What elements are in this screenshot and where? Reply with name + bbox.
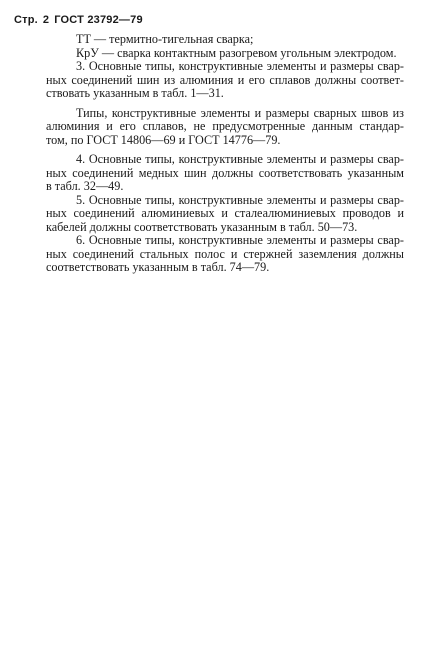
paragraph-kru — [16, 47, 404, 61]
document-body — [16, 33, 404, 275]
text-line: ных соединений алюминиевых и сталеалюминиевых проводов и — [46, 206, 404, 220]
text-line: Типы, конструктивные элементы и размеры сварных швов из — [76, 105, 404, 120]
text-line: в табл. 32—49. — [46, 179, 124, 193]
page-number: 2 — [42, 14, 50, 26]
paragraph-tt — [16, 33, 404, 47]
standard-code: ГОСТ 23792—79 — [54, 14, 143, 26]
text-line: КрУ — сварка контактным разогревом угольным электродом. — [76, 45, 397, 60]
page-label: Стр. — [14, 14, 38, 26]
text-line: том, по ГОСТ 14806—69 и ГОСТ 14776—79. — [46, 132, 281, 147]
text-line: 3. Основные типы, конструктивные элементы и размеры свар- — [76, 59, 404, 73]
text-line: ТТ — термитно-тигельная сварка; — [76, 32, 254, 46]
text-line: алюминия и его сплавов, не предусмотренные данным стандар- — [46, 119, 404, 133]
page-header — [14, 14, 148, 26]
paragraph-3-note — [16, 107, 404, 148]
text-line: ствовать указанным в табл. 1—31. — [46, 86, 224, 100]
text-line: ных соединений медных шин должны соответствовать указанным — [46, 165, 404, 180]
paragraph-6 — [16, 234, 404, 275]
text-line: ных соединений шин из алюминия и его сплавов должны соответ- — [46, 72, 404, 87]
paragraph-5 — [16, 194, 404, 235]
text-line: кабелей должны соответствовать указанным в табл. 50—73. — [46, 219, 358, 234]
paragraph-3 — [16, 60, 404, 101]
text-line: ных соединений стальных полос и стержней заземления должны — [46, 246, 404, 261]
text-line: 5. Основные типы, конструктивные элементы и размеры свар- — [76, 192, 404, 207]
text-line: 6. Основные типы, конструктивные элементы и размеры свар- — [76, 233, 404, 247]
paragraph-4 — [16, 153, 404, 194]
text-line: соответствовать указанным в табл. 74—79. — [46, 260, 270, 274]
text-line: 4. Основные типы, конструктивные элементы и размеры свар- — [76, 152, 404, 166]
